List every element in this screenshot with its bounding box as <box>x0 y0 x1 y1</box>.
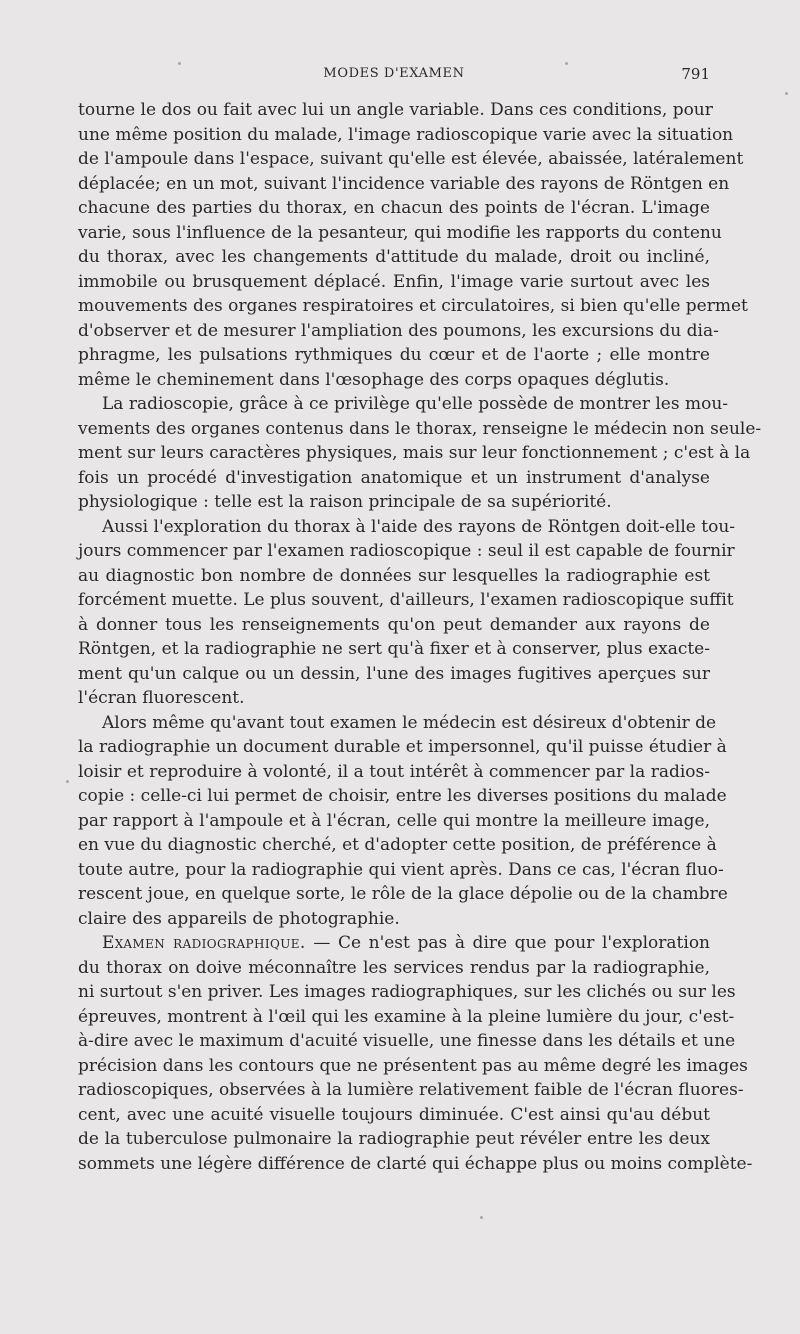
text-line: ment qu'un calque ou un dessin, l'une des images fugitives aperçues sur <box>78 663 710 684</box>
paper-speck <box>785 92 788 95</box>
text-line: varie, sous l'influence de la pesanteur, qui modifie les rapports du contenu <box>78 222 722 243</box>
text-line: physiologique : telle est la raison principale de sa supériorité. <box>78 492 612 512</box>
page-number: 791 <box>681 65 710 83</box>
text-line: immobile ou brusquement déplacé. Enfin, l'image varie surtout avec les <box>78 271 710 292</box>
text-line: loisir et reproduire à volonté, il a tout intérêt à commencer par la radios- <box>78 761 710 782</box>
text-line: claire des appareils de photographie. <box>78 908 400 929</box>
text-line: du thorax on doive méconnaître les services rendus par la radiographie, <box>78 957 710 978</box>
text-line: Röntgen, et la radiographie ne sert qu'à fixer et à conserver, plus exacte- <box>78 639 710 659</box>
text-line-with-heading <box>78 931 710 956</box>
paper-speck <box>565 62 568 65</box>
text-line: ment sur leurs caractères physiques, mais sur leur fonctionnement ; c'est à la <box>78 443 751 463</box>
text-line: au diagnostic bon nombre de données sur lesquelles la radiographie est <box>78 565 710 586</box>
text-line: épreuves, montrent à l'œil qui les examine à la pleine lumière du jour, c'est- <box>78 1006 735 1027</box>
paper-speck <box>178 62 181 65</box>
text-line: cent, avec une acuité visuelle toujours diminuée. C'est ainsi qu'au début <box>78 1104 710 1125</box>
text-line: Alors même qu'avant tout examen le médecin est désireux d'obtenir de <box>102 712 717 733</box>
text-line: phragme, les pulsations rythmiques du cœur et de l'aorte ; elle montre <box>78 345 710 365</box>
text-line: précision dans les contours que ne présentent pas au même degré les images <box>78 1055 748 1076</box>
text-line: La radioscopie, grâce à ce privilège qu'elle possède de montrer les mou- <box>102 394 729 414</box>
text-line: radioscopiques, observées à la lumière relativement faible de l'écran fluores- <box>78 1080 744 1100</box>
text-line: de l'ampoule dans l'espace, suivant qu'elle est élevée, abaissée, latéralement <box>78 149 744 169</box>
text-line: Aussi l'exploration du thorax à l'aide des rayons de Röntgen doit-elle tou- <box>102 516 736 537</box>
section-heading: Examen radiographique. <box>102 933 306 953</box>
text-line: en vue du diagnostic cherché, et d'adopter cette position, de préférence à <box>78 835 717 855</box>
text-line: la radiographie un document durable et impersonnel, qu'il puisse étudier à <box>78 737 727 757</box>
text-line: l'écran fluorescent. <box>78 688 245 708</box>
text-line: chacune des parties du thorax, en chacun des points de l'écran. L'image <box>78 198 710 218</box>
text-line: tourne le dos ou fait avec lui un angle variable. Dans ces conditions, pour <box>78 100 713 120</box>
text-line: sommets une légère différence de clarté qui échappe plus ou moins complète- <box>78 1153 753 1174</box>
text-line: même le cheminement dans l'œsophage des corps opaques déglutis. <box>78 369 670 390</box>
text-line: du thorax, avec les changements d'attitude du malade, droit ou incliné, <box>78 247 710 267</box>
text-line: d'observer et de mesurer l'ampliation des poumons, les excursions du dia- <box>78 320 719 341</box>
text-line: rescent joue, en quelque sorte, le rôle de la glace dépolie ou de la chambre <box>78 884 728 904</box>
text-line: à-dire avec le maximum d'acuité visuelle, une finesse dans les détails et une <box>78 1031 736 1051</box>
text-line: jours commencer par l'examen radioscopique : seul il est capable de fournir <box>78 541 735 561</box>
text-line: déplacée; en un mot, suivant l'incidence variable des rayons de Röntgen en <box>78 173 730 194</box>
text-line: de la tuberculose pulmonaire la radiographie peut révéler entre les deux <box>78 1129 710 1149</box>
text-line: fois un procédé d'investigation anatomique et un instrument d'analyse <box>78 467 710 488</box>
text-line: copie : celle-ci lui permet de choisir, entre les diverses positions du malade <box>78 786 727 806</box>
paper-speck <box>66 780 69 783</box>
text-line: une même position du malade, l'image radioscopique varie avec la situation <box>78 124 734 145</box>
text-line: forcément muette. Le plus souvent, d'ailleurs, l'examen radioscopique suffit <box>78 590 734 610</box>
text-line-tail: — Ce n'est pas à dire que pour l'exploration <box>313 933 710 953</box>
text-line: toute autre, pour la radiographie qui vient après. Dans ce cas, l'écran fluo- <box>78 859 724 880</box>
text-line: vements des organes contenus dans le thorax, renseigne le médecin non seule- <box>78 418 762 439</box>
running-title: MODES D'EXAMEN <box>323 66 465 81</box>
text-line: mouvements des organes respiratoires et circulatoires, si bien qu'elle permet <box>78 296 748 316</box>
text-line: ni surtout s'en priver. Les images radiographiques, sur les clichés ou sur les <box>78 982 736 1002</box>
paper-speck <box>480 1216 483 1219</box>
body-text <box>78 98 762 1176</box>
text-line: par rapport à l'ampoule et à l'écran, celle qui montre la meilleure image, <box>78 810 710 831</box>
running-head <box>78 62 710 86</box>
text-line: à donner tous les renseignements qu'on peut demander aux rayons de <box>78 614 710 635</box>
